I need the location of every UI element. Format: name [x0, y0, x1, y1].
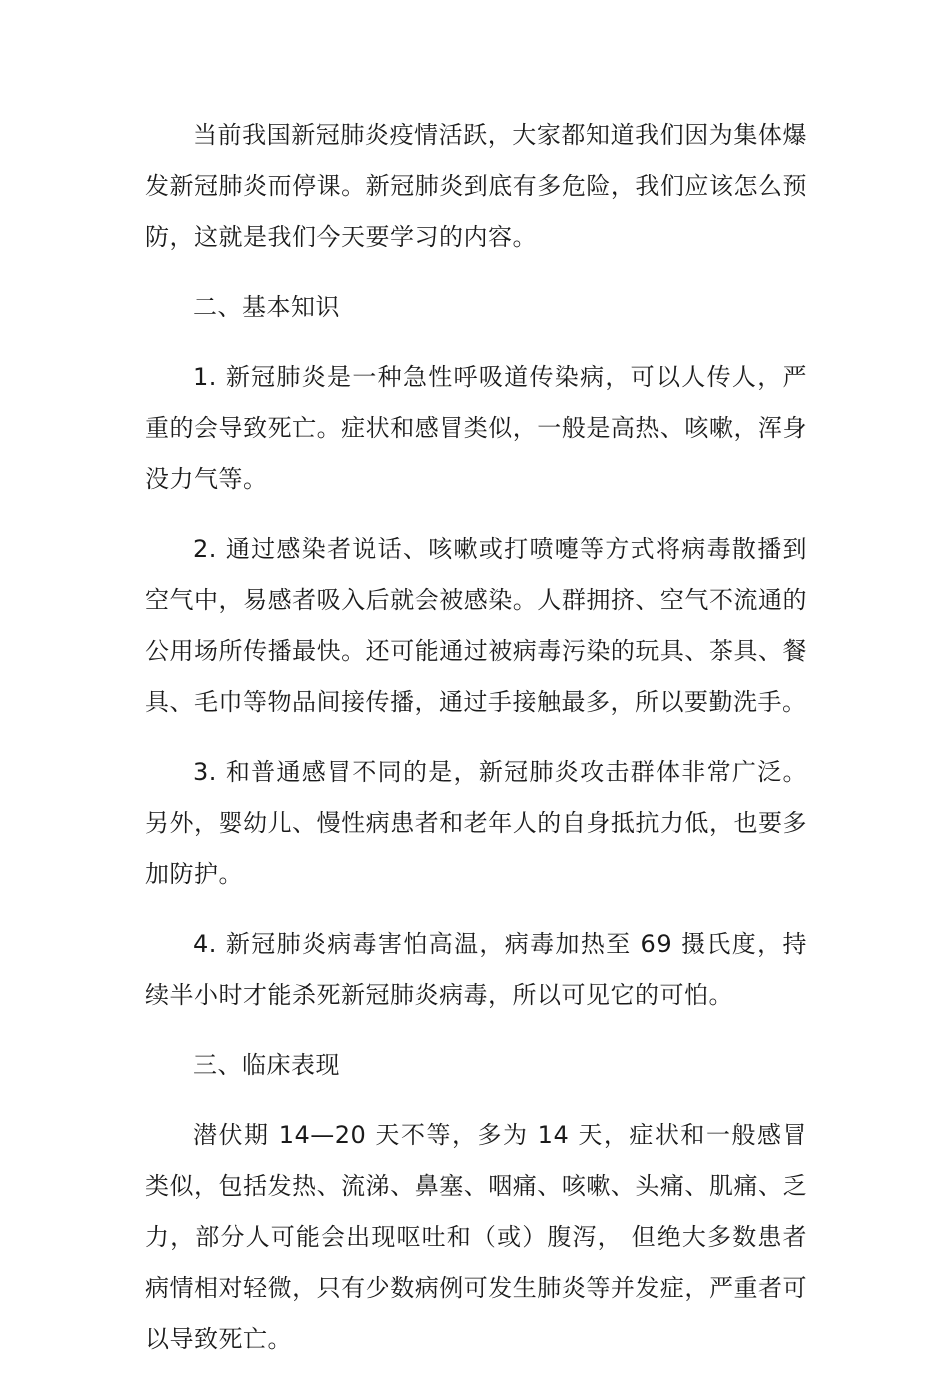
document-body	[145, 110, 807, 1384]
clinical-paragraph: 潜伏期 14—20 天不等，多为 14 天，症状和一般感冒类似，包括发热、流涕、鼻塞、咽痛、咳嗽、头痛、肌痛、乏力，部分人可能会出现呕吐和（或）腹泻， 但绝大多数患者病情相对轻微，只有少数病例可发生肺炎等并发症，严重者可以导致死亡。	[145, 1121, 807, 1353]
knowledge-item-1: 1. 新冠肺炎是一种急性呼吸道传染病，可以人传人，严重的会导致死亡。症状和感冒类似，一般是高热、咳嗽，浑身没力气等。	[145, 363, 807, 493]
knowledge-item-3: 3. 和普通感冒不同的是，新冠肺炎攻击群体非常广泛。另外，婴幼儿、慢性病患者和老年人的自身抵抗力低，也要多加防护。	[145, 758, 807, 888]
knowledge-item-4: 4. 新冠肺炎病毒害怕高温，病毒加热至 69 摄氏度，持续半小时才能杀死新冠肺炎病毒，所以可见它的可怕。	[145, 930, 807, 1009]
knowledge-item-2: 2. 通过感染者说话、咳嗽或打喷嚏等方式将病毒散播到空气中，易感者吸入后就会被感染。人群拥挤、空气不流通的公用场所传播最快。还可能通过被病毒污染的玩具、茶具、餐具、毛巾等物品间接传播，通过手接触最多，所以要勤洗手。	[145, 535, 807, 716]
intro-paragraph: 当前我国新冠肺炎疫情活跃，大家都知道我们因为集体爆发新冠肺炎而停课。新冠肺炎到底有多危险，我们应该怎么预防，这就是我们今天要学习的内容。	[145, 121, 807, 251]
section-heading-basic-knowledge: 二、基本知识	[193, 293, 340, 321]
section-heading-clinical: 三、临床表现	[193, 1051, 340, 1079]
